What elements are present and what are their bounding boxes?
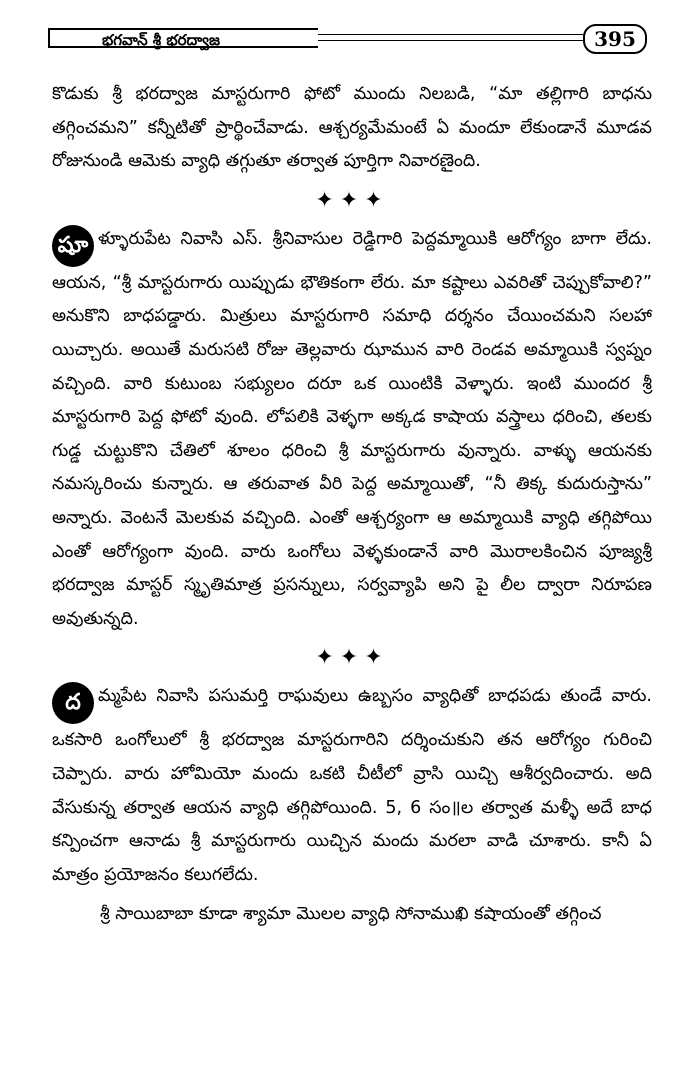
paragraph-text: ళ్ళూరుపేట నివాసి ఎస్. శ్రీనివాసుల రెడ్డిగారి పెద్దమ్మాయికి ఆరోగ్యం బాగా లేదు. ఆయన, “శ్రీ మాస్టరుగారు యిప్పుడు భౌతికంగా లేరు. మా కష్టాలు ఎవరితో చెప్పుకోవాలి?” అనుకొని బాధపడ్డారు. మిత్రులు మాస్టరుగారి సమాధి దర్శనం చేయించమని సలహా యిచ్చారు. అయితే మరుసటి రోజు తెల్లవారు ఝామున వారి రెండవ అమ్మాయికి స్వప్నం వచ్చింది. వారి కుటుంబ సభ్యులం దరూ ఒక యింటికి వెళ్ళారు. ఇంటి ముందర శ్రీ మాస్టరుగారి పెద్ద ఫోటో వుంది. లోపలికి వెళ్ళగా అక్కడ కాషాయ వస్త్రాలు ధరించి, తలకు గుడ్డ చుట్టుకొని చేతిలో శూలం ధరించి శ్రీ మాస్టరుగారు వున్నారు. వాళ్ళు ఆయనకు నమస్కరించు కున్నారు. ఆ తరువాత వీరి పెద్ద అమ్మాయితో, “నీ తిక్క కుదురుస్తాను” అన్నారు. వెంటనే మెలకువ వచ్చింది. ఎంతో ఆశ్చర్యంగా ఆ అమ్మాయికి వ్యాధి తగ్గిపోయి ఎంతో ఆరోగ్యంగా వుంది. వారు ఒంగోలు వెళ్ళకుండానే వారి మొరాలకించిన పూజ్యశ్రీ భరద్వాజ మాస్టర్ స్మృతిమాత్ర ప్రసన్నులు, సర్వవ్యాపి అని పై లీల ద్వారా నిరూపణ అవుతున్నది. [52, 228, 652, 629]
page-body [52, 78, 652, 932]
drop-cap: షూ [52, 225, 94, 267]
page-header [48, 28, 648, 50]
paragraph [52, 223, 652, 637]
header-rule [318, 40, 583, 41]
section-divider: ✦✦✦ [315, 187, 389, 213]
paragraph: శ్రీ సాయిబాబా కూడా శ్యామా మొలల వ్యాధి సోనాముఖి కషాయంతో తగ్గించ [100, 904, 602, 925]
header-rule [318, 34, 583, 35]
paragraph [52, 680, 652, 892]
page-number: 395 [583, 24, 647, 54]
section-divider: ✦✦✦ [315, 645, 389, 671]
paragraph-text: మ్మపేట నివాసి పసుమర్తి రాఘవులు ఉబ్బసం వ్యాధితో బాధపడు తుండే వారు. ఒకసారి ఒంగోలులో శ్రీ భరద్వాజ మాస్టరుగారిని దర్శించుకుని తన ఆరోగ్యం గురించి చెప్పారు. వారు హోమియో మందు ఒకటి చీటీలో వ్రాసి యిచ్చి ఆశీర్వదించారు. అది వేసుకున్న తర్వాత ఆయన వ్యాధి తగ్గిపోయింది. 5, 6 సం॥ల తర్వాత మళ్ళీ అదే బాధ కన్పించగా ఆనాడు శ్రీ మాస్టరుగారు యిచ్చిన మందు మరలా వాడి చూశారు. కానీ ఏ మాత్రం ప్రయోజనం కలుగలేదు. [52, 686, 652, 885]
paragraph: కొడుకు శ్రీ భరద్వాజ మాస్టరుగారి ఫోటో ముందు నిలబడి, “మా తల్లిగారి బాధను తగ్గించమని” కన్నీటితో ప్రార్థించేవాడు. ఆశ్చర్యమేమంటే ఏ మందూ లేకుండానే మూడవ రోజునుండి ఆమెకు వ్యాధి తగ్గుతూ తర్వాత పూర్తిగా నివారణైంది. [52, 84, 652, 172]
running-title: భగవాన్ శ్రీ భరద్వాజ [48, 28, 318, 48]
drop-cap: ద [52, 682, 94, 724]
